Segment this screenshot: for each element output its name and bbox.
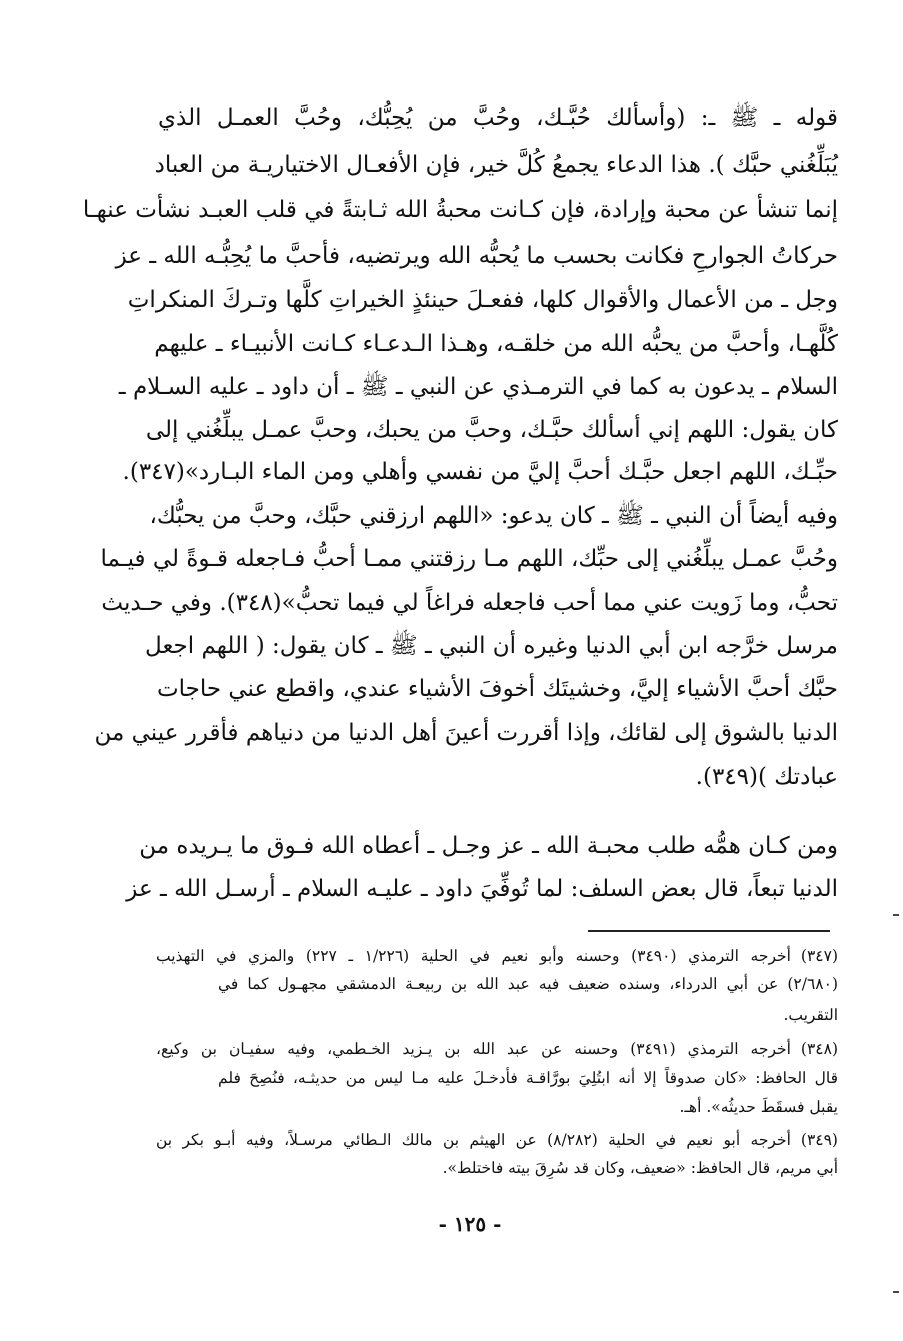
body-line: حركاتُ الجوارحِ فكانت بحسب ما يُحبُّه الله ويرتضيه، فأحبَّ ما يُحِبُّـه الله ـ عز	[115, 243, 838, 269]
body-line: تحبُّ، وما زَويت عني مما أحب فاجعله فراغاً لي فيما تحبُّ»(٣٤٨). وفي حـديث	[101, 590, 838, 616]
body-line: وجل ـ من الأعمال والأقوال كلها، ففعـلَ حينئذٍ الخيراتِ كلَّها وتـركَ المنكراتِ	[127, 287, 838, 313]
body-line: الدنيا بالشوق إلى لقائك، وإذا أقررت أعينَ أهل الدنيا من دنياهم فأقرر عيني من	[94, 720, 838, 746]
scan-edge-mark	[893, 914, 899, 916]
body-line: حبِّـك، اللهم اجعل حبَّـك أحبَّ إليَّ من نفسي وأهلي ومن الماء البـارد»(٣٤٧).	[122, 459, 838, 485]
footnote-number: (٣٤٧)	[800, 947, 838, 965]
footnote-number: (٣٤٩)	[800, 1131, 838, 1149]
footnote-separator	[588, 930, 830, 932]
footnote-line: يقبل فسقَطَ حديثُه». أهـ.	[679, 1098, 838, 1116]
footnote-349	[156, 1127, 838, 1154]
footnote-number: (٣٤٨)	[800, 1040, 838, 1058]
scan-edge-mark	[893, 1291, 899, 1293]
body-line: حبَّك أحبَّ الأشياء إليَّ، وخشيتَك أخوفَ الأشياء عندي، واقطع عني حاجات	[156, 676, 838, 702]
footnote-line: أبي مريم، قال الحافظ: «ضعيف، وكان قد سُرِقَ بيته فاختلط».	[442, 1159, 838, 1177]
body-line: قوله ـ ﷺ ـ: (وأسألك حُبَّـك، وحُبَّ من يُحِبُّك، وحُبَّ العمـل الذي	[158, 105, 838, 131]
body-line: عبادتك )(٣٤٩).	[695, 764, 838, 790]
body-line: وفيه أيضاً أن النبي ـ ﷺ ـ كان يدعو: «اللهم ارزقني حبَّك، وحبَّ من يحبُّك،	[149, 503, 838, 529]
body-line: وحُبَّ عمـل يبلِّغُني إلى حبِّك، اللهم مـا رزقتني ممـا أحبُّ فـاجعله قـوةً لي فيـما	[100, 546, 838, 572]
body-line: ومن كـان همُّه طلب محبـة الله ـ عز وجـل ـ أعطاه الله فـوق ما يـريده من	[139, 833, 838, 859]
body-line: يُبَلِّغُني حبَّك ). هذا الدعاء يجمعُ كُلَّ خير، فإن الأفعـال الاختياريـة من العباد	[154, 152, 838, 178]
body-line: مرسل خرَّجه ابن أبي الدنيا وغيره أن النبي ـ ﷺ ـ كان يقول: ( اللهم اجعل	[145, 633, 838, 659]
body-line: كُلَّهـا، وأحبَّ من يحبُّه الله من خلقـه، وهـذا الـدعـاء كـانت الأنبيـاء ـ عليهم	[154, 331, 838, 357]
page-number: - ١٢٥ -	[438, 1212, 502, 1236]
footnote-347	[156, 943, 838, 970]
body-line: إنما تنشأ عن محبة وإرادة، فإن كـانت محبةُ الله ثـابتةً في قلب العبـد نشأت عنهـا	[82, 197, 838, 223]
footnote-line: قال الحافظ: «كان صدوقاً إلا أنه ابتُلِيَ بورَّاقـة فأدخـلَ عليه مـا ليس من حديثـه، فنُصِحَ فلم	[218, 1069, 838, 1087]
footnote-text: أخرجه أبو نعيم في الحلية (٨/٢٨٢) عن الهيثم بن مالك الـطائي مرسـلاً، وفيه أبـو بكر بن	[156, 1131, 791, 1149]
body-line: كان يقول: اللهم إني أسألك حبَّـك، وحبَّ من يحبك، وحبَّ عمـل يبلِّغُني إلى	[145, 417, 838, 443]
body-line: السلام ـ يدعون به كما في الترمـذي عن النبي ـ ﷺ ـ أن داود ـ عليه السـلام ـ	[118, 374, 838, 400]
footnote-348	[156, 1036, 838, 1063]
footnote-line: التقريب.	[783, 1006, 838, 1024]
footnote-line: (٢/٦٨٠) عن أبي الدرداء، وسنده ضعيف فيه عبد الله بن ربيعـة الدمشقي مجهـول كما في	[218, 975, 838, 993]
body-line: الدنيا تبعاً، قال بعض السلف: لما تُوفِّيَ داود ـ عليـه السلام ـ أرسـل الله ـ عز	[126, 876, 838, 902]
footnote-text: أخرجه الترمذي (٣٤٩٠) وحسنه وأبو نعيم في الحلية (١/٢٢٦ ـ ٢٢٧) والمزي في التهذيب	[156, 947, 791, 965]
footnote-text: أخرجه الترمذي (٣٤٩١) وحسنه عن عبد الله بن يـزيد الخـطمي، وفيه سفيـان بن وكيع،	[156, 1040, 791, 1058]
